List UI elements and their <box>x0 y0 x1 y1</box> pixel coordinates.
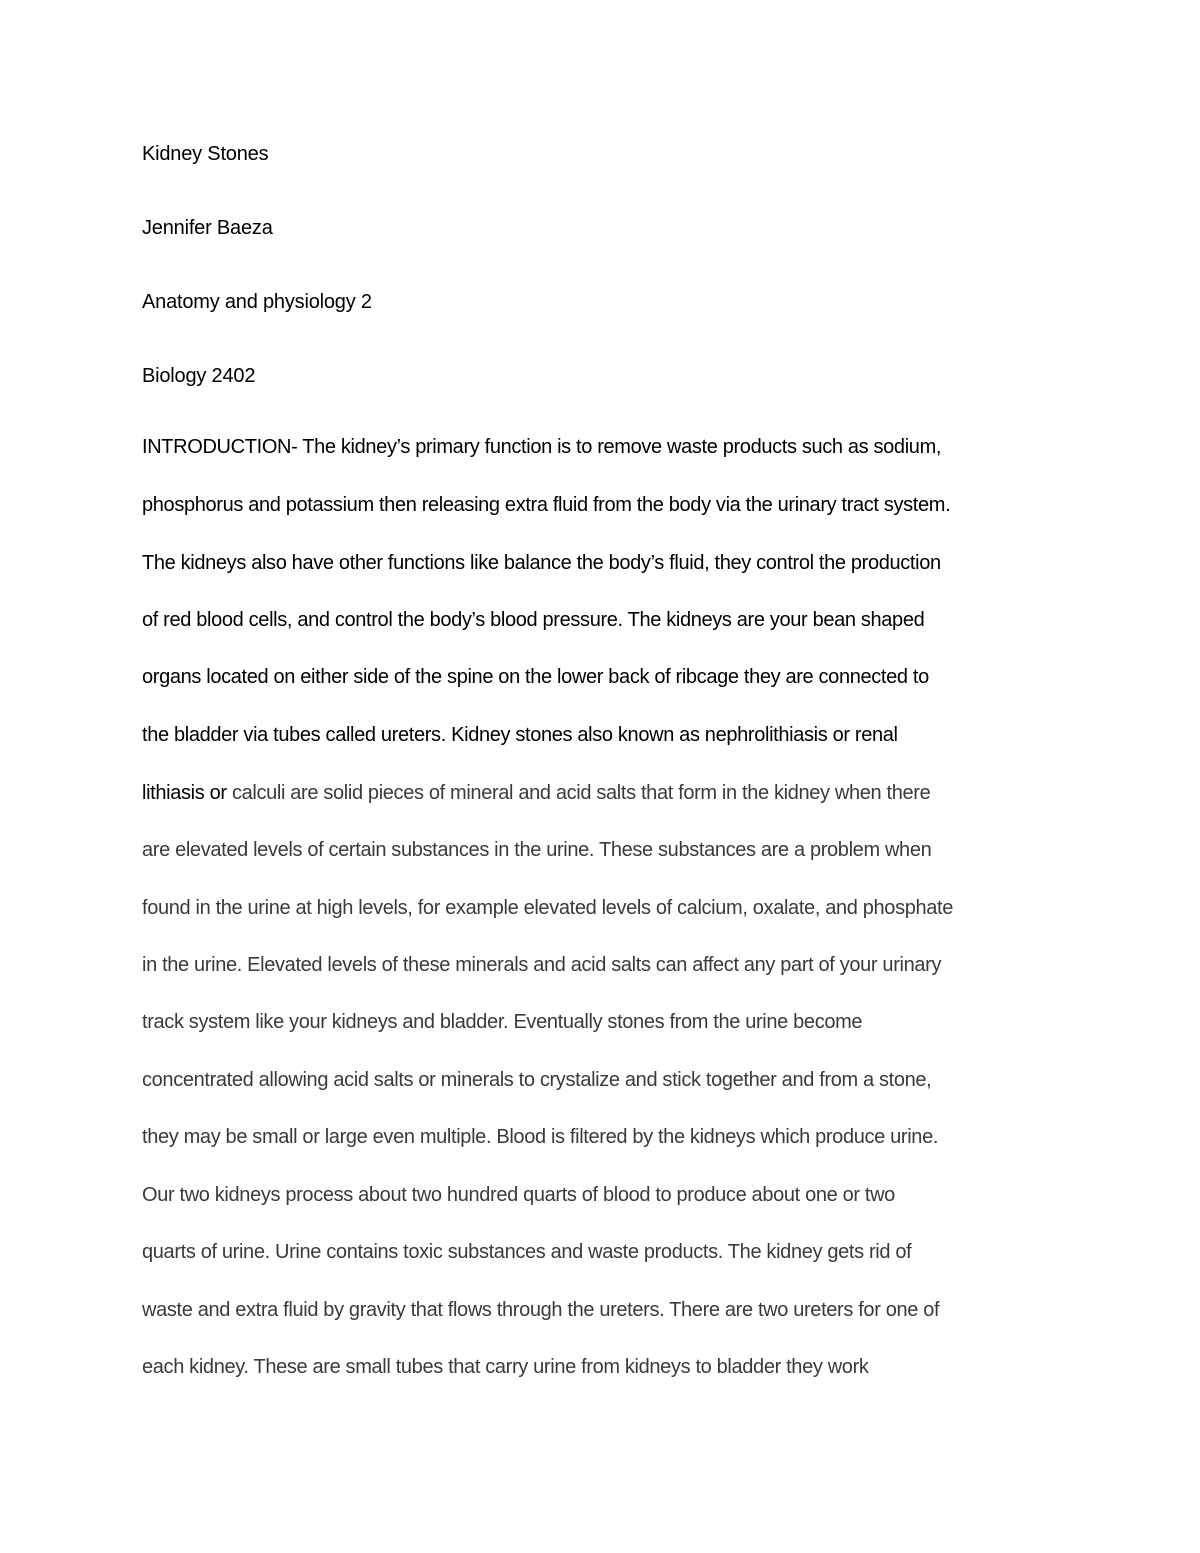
paragraph-line: found in the urine at high levels, for example elevated levels of calcium, oxalate, and phosphate <box>142 897 954 919</box>
paragraph-line: track system like your kidneys and bladder. Eventually stones from the urine become <box>142 1011 863 1033</box>
paragraph-line: Our two kidneys process about two hundred quarts of blood to produce about one or two <box>142 1184 895 1206</box>
paragraph-line: concentrated allowing acid salts or minerals to crystalize and stick together and from a stone, <box>142 1069 932 1091</box>
paragraph-line: INTRODUCTION- The kidney’s primary function is to remove waste products such as sodium, <box>142 436 942 458</box>
paragraph-line: phosphorus and potassium then releasing extra fluid from the body via the urinary tract system. <box>142 494 951 516</box>
paragraph-line: organs located on either side of the spine on the lower back of ribcage they are connected to <box>142 666 929 688</box>
course-number: Biology 2402 <box>142 365 256 387</box>
author-name: Jennifer Baeza <box>142 217 273 239</box>
document-title: Kidney Stones <box>142 143 269 165</box>
paragraph-line: waste and extra fluid by gravity that flows through the ureters. There are two ureters for one of <box>142 1299 940 1321</box>
paragraph-line: of red blood cells, and control the body’s blood pressure. The kidneys are your bean shaped <box>142 609 925 631</box>
course-name: Anatomy and physiology 2 <box>142 291 372 313</box>
paragraph-line-grey-segment: calculi are solid pieces of mineral and acid salts that form in the kidney when there <box>231 782 931 804</box>
paragraph-line: quarts of urine. Urine contains toxic substances and waste products. The kidney gets rid of <box>142 1241 912 1263</box>
paragraph-line: in the urine. Elevated levels of these minerals and acid salts can affect any part of your urinary <box>142 954 942 976</box>
paragraph-line: the bladder via tubes called ureters. Kidney stones also known as nephrolithiasis or renal <box>142 724 898 746</box>
paragraph-line <box>142 782 930 805</box>
paragraph-line: each kidney. These are small tubes that carry urine from kidneys to bladder they work <box>142 1356 869 1378</box>
paragraph-line: are elevated levels of certain substances in the urine. These substances are a problem when <box>142 839 932 861</box>
paragraph-line: they may be small or large even multiple. Blood is filtered by the kidneys which produce urine. <box>142 1126 939 1148</box>
paragraph-line-dark-segment: lithiasis or <box>142 782 232 804</box>
paragraph-line: The kidneys also have other functions like balance the body’s fluid, they control the production <box>142 552 941 574</box>
